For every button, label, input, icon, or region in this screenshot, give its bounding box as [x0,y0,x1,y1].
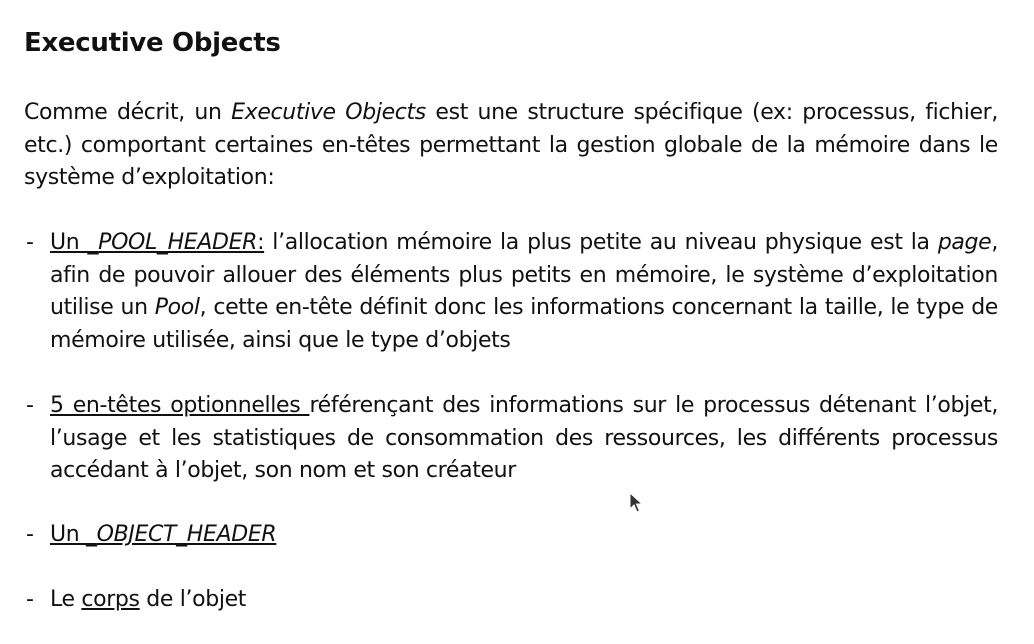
bullet-dash: - [26,393,34,418]
term-name: OBJECT_HEADER [96,522,277,547]
list-item-object-header [24,519,998,552]
list-item-text [50,584,998,617]
list-item-text [50,227,998,357]
list-item-body [24,584,998,617]
intro-text-1: Comme décrit, un [24,100,232,125]
list-item-pool-header [24,227,998,357]
body-term: corps [81,587,140,612]
intro-emphasis: Executive Objects [231,100,426,125]
pool-header-term [50,230,264,255]
mouse-pointer-icon [629,492,643,514]
text-part-1: l’allocation mémoire la plus petite au niveau physique est la [264,230,938,255]
list-item-text [50,390,998,488]
emphasis-page: page [937,230,992,255]
bullet-dash: - [26,522,34,547]
object-header-term [50,522,276,547]
list-item-text [50,519,998,552]
optional-headers-term: 5 en-têtes optionnelles [50,393,310,418]
list-item-optional-headers [24,390,998,488]
emphasis-pool: Pool [154,295,200,320]
term-name: POOL_HEADER [98,230,258,255]
intro-text-2: est une structure spécifique (ex: processus, fichier, etc.) comportant certaines en-têtes permettant la gestion globale de la mémoire dans le système d’exploitation: [24,100,999,190]
text-part-2: , afin de pouvoir allouer des éléments plus petits en mémoire, le système d’exploitation utilise un [50,230,999,320]
intro-paragraph [24,97,998,195]
term-prefix: Un _ [50,522,97,547]
page-title: Executive Objects [24,28,281,58]
term-colon: : [257,230,265,255]
bullet-dash: - [26,587,34,612]
body-prefix: Le [50,587,82,612]
text-part-3: , cette en-tête définit donc les informations concernant la taille, le type de mémoire utilisée, ainsi que le type d’objets [50,295,998,353]
optional-headers-text: référençant des informations sur le processus détenant l’objet, l’usage et les statistiques de consommation des ressources, les différents processus accédant à l’objet, son nom et son créateur [50,393,999,483]
bullet-dash: - [26,230,34,255]
term-prefix: Un _ [50,230,99,255]
body-suffix: de l’objet [139,587,247,612]
